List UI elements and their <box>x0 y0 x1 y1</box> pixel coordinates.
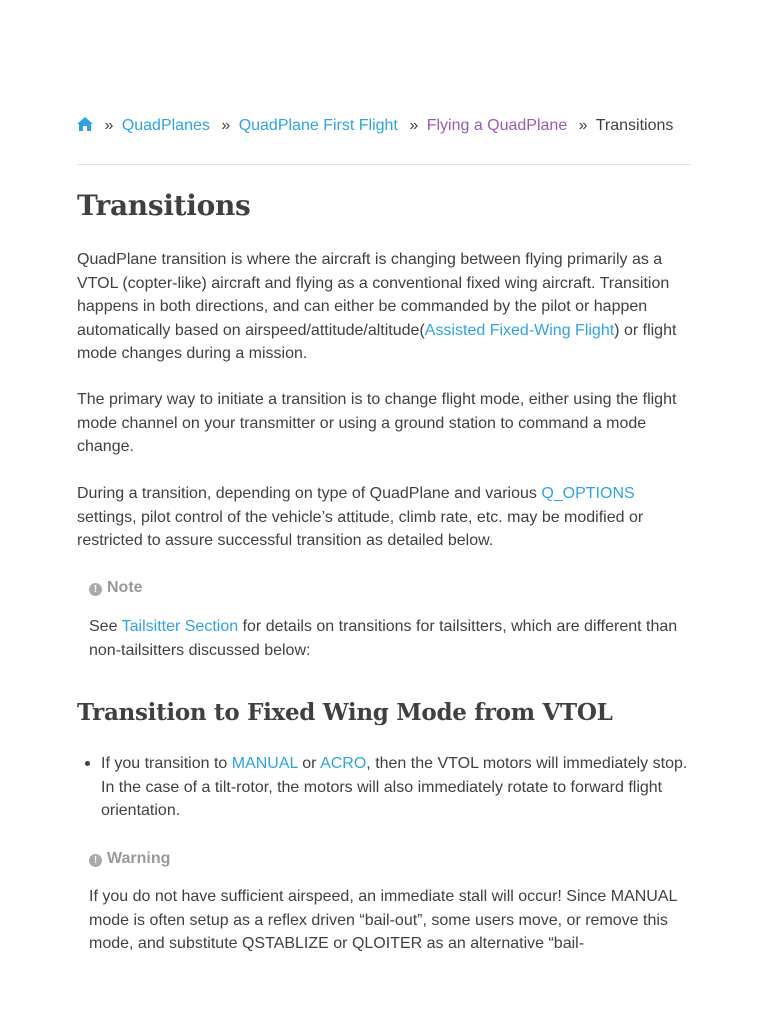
page-title: Transitions <box>77 189 251 222</box>
list-item-text: If you transition to <box>101 755 232 772</box>
warning-title-text: Warning <box>107 850 171 867</box>
breadcrumb-separator: » <box>578 117 588 134</box>
breadcrumb-quadplanes[interactable]: QuadPlanes <box>121 117 210 134</box>
manual-link[interactable]: MANUAL <box>231 755 298 772</box>
list-item-text: or <box>297 755 321 772</box>
list-item-text: , then the VTOL motors will immediately stop. In the case of a tilt-rotor, the motors will also immediately rotate to forward flight orientation. <box>101 755 688 819</box>
breadcrumb-separator: » <box>104 117 114 134</box>
note-text: for details on transitions for tailsitters, which are different than non-tailsitters discussed below: <box>89 618 678 659</box>
bullet-dot <box>85 761 90 766</box>
breadcrumb-current: Transitions <box>595 117 674 134</box>
breadcrumb-separator: » <box>221 117 231 134</box>
breadcrumb-flying-a-quadplane[interactable]: Flying a QuadPlane <box>426 117 568 134</box>
bullet-list <box>77 752 691 823</box>
q-options-link[interactable]: Q_OPTIONS <box>541 485 635 502</box>
exclamation-circle-icon: ! <box>89 583 102 596</box>
tailsitter-section-link[interactable]: Tailsitter Section <box>121 618 239 635</box>
home-icon <box>77 117 93 131</box>
intro-paragraph-3 <box>77 482 691 553</box>
list-item <box>77 752 691 823</box>
intro-paragraph-1 <box>77 248 691 366</box>
breadcrumb <box>77 114 673 138</box>
intro-paragraph-2: The primary way to initiate a transition is to change flight mode, either using the flight mode channel on your transmitter or using a ground station to command a mode change. <box>77 391 677 455</box>
intro-text: During a transition, depending on type of QuadPlane and various <box>77 485 542 502</box>
exclamation-circle-icon: ! <box>89 854 102 867</box>
warning-title <box>89 847 170 871</box>
breadcrumb-separator: » <box>409 117 419 134</box>
assisted-fixed-wing-flight-link[interactable]: Assisted Fixed-Wing Flight <box>424 321 615 339</box>
intro-text: QuadPlane transition is where the aircraft is changing between flying primarily as a VTOL (copter-like) aircraft and flying as a conventional fixed wing aircraft. Transition happens in both directions, and can either be commanded by the pilot or happen automatically based on airspeed/attitude/altitude( <box>77 251 670 339</box>
intro-text: ) or flight mode changes during a mission. <box>77 321 677 362</box>
note-text: See <box>89 618 122 635</box>
breadcrumb-quadplane-first-flight[interactable]: QuadPlane First Flight <box>238 117 398 134</box>
note-title <box>89 576 143 600</box>
breadcrumb-home[interactable] <box>77 117 97 134</box>
note-title-text: Note <box>107 579 143 596</box>
note-body <box>89 615 689 662</box>
acro-link[interactable]: ACRO <box>320 755 367 772</box>
section-heading: Transition to Fixed Wing Mode from VTOL <box>77 699 613 726</box>
intro-text: settings, pilot control of the vehicle’s attitude, climb rate, etc. may be modified or restricted to assure successful transition as detailed below. <box>77 508 644 549</box>
header-divider <box>77 164 691 165</box>
warning-body: If you do not have sufficient airspeed, an immediate stall will occur! Since MANUAL mode is often setup as a reflex driven “bail-out”, some users move, or remove this mode, and substitute QSTABLIZE or QLOITER as an alternative “bail- <box>89 888 677 952</box>
